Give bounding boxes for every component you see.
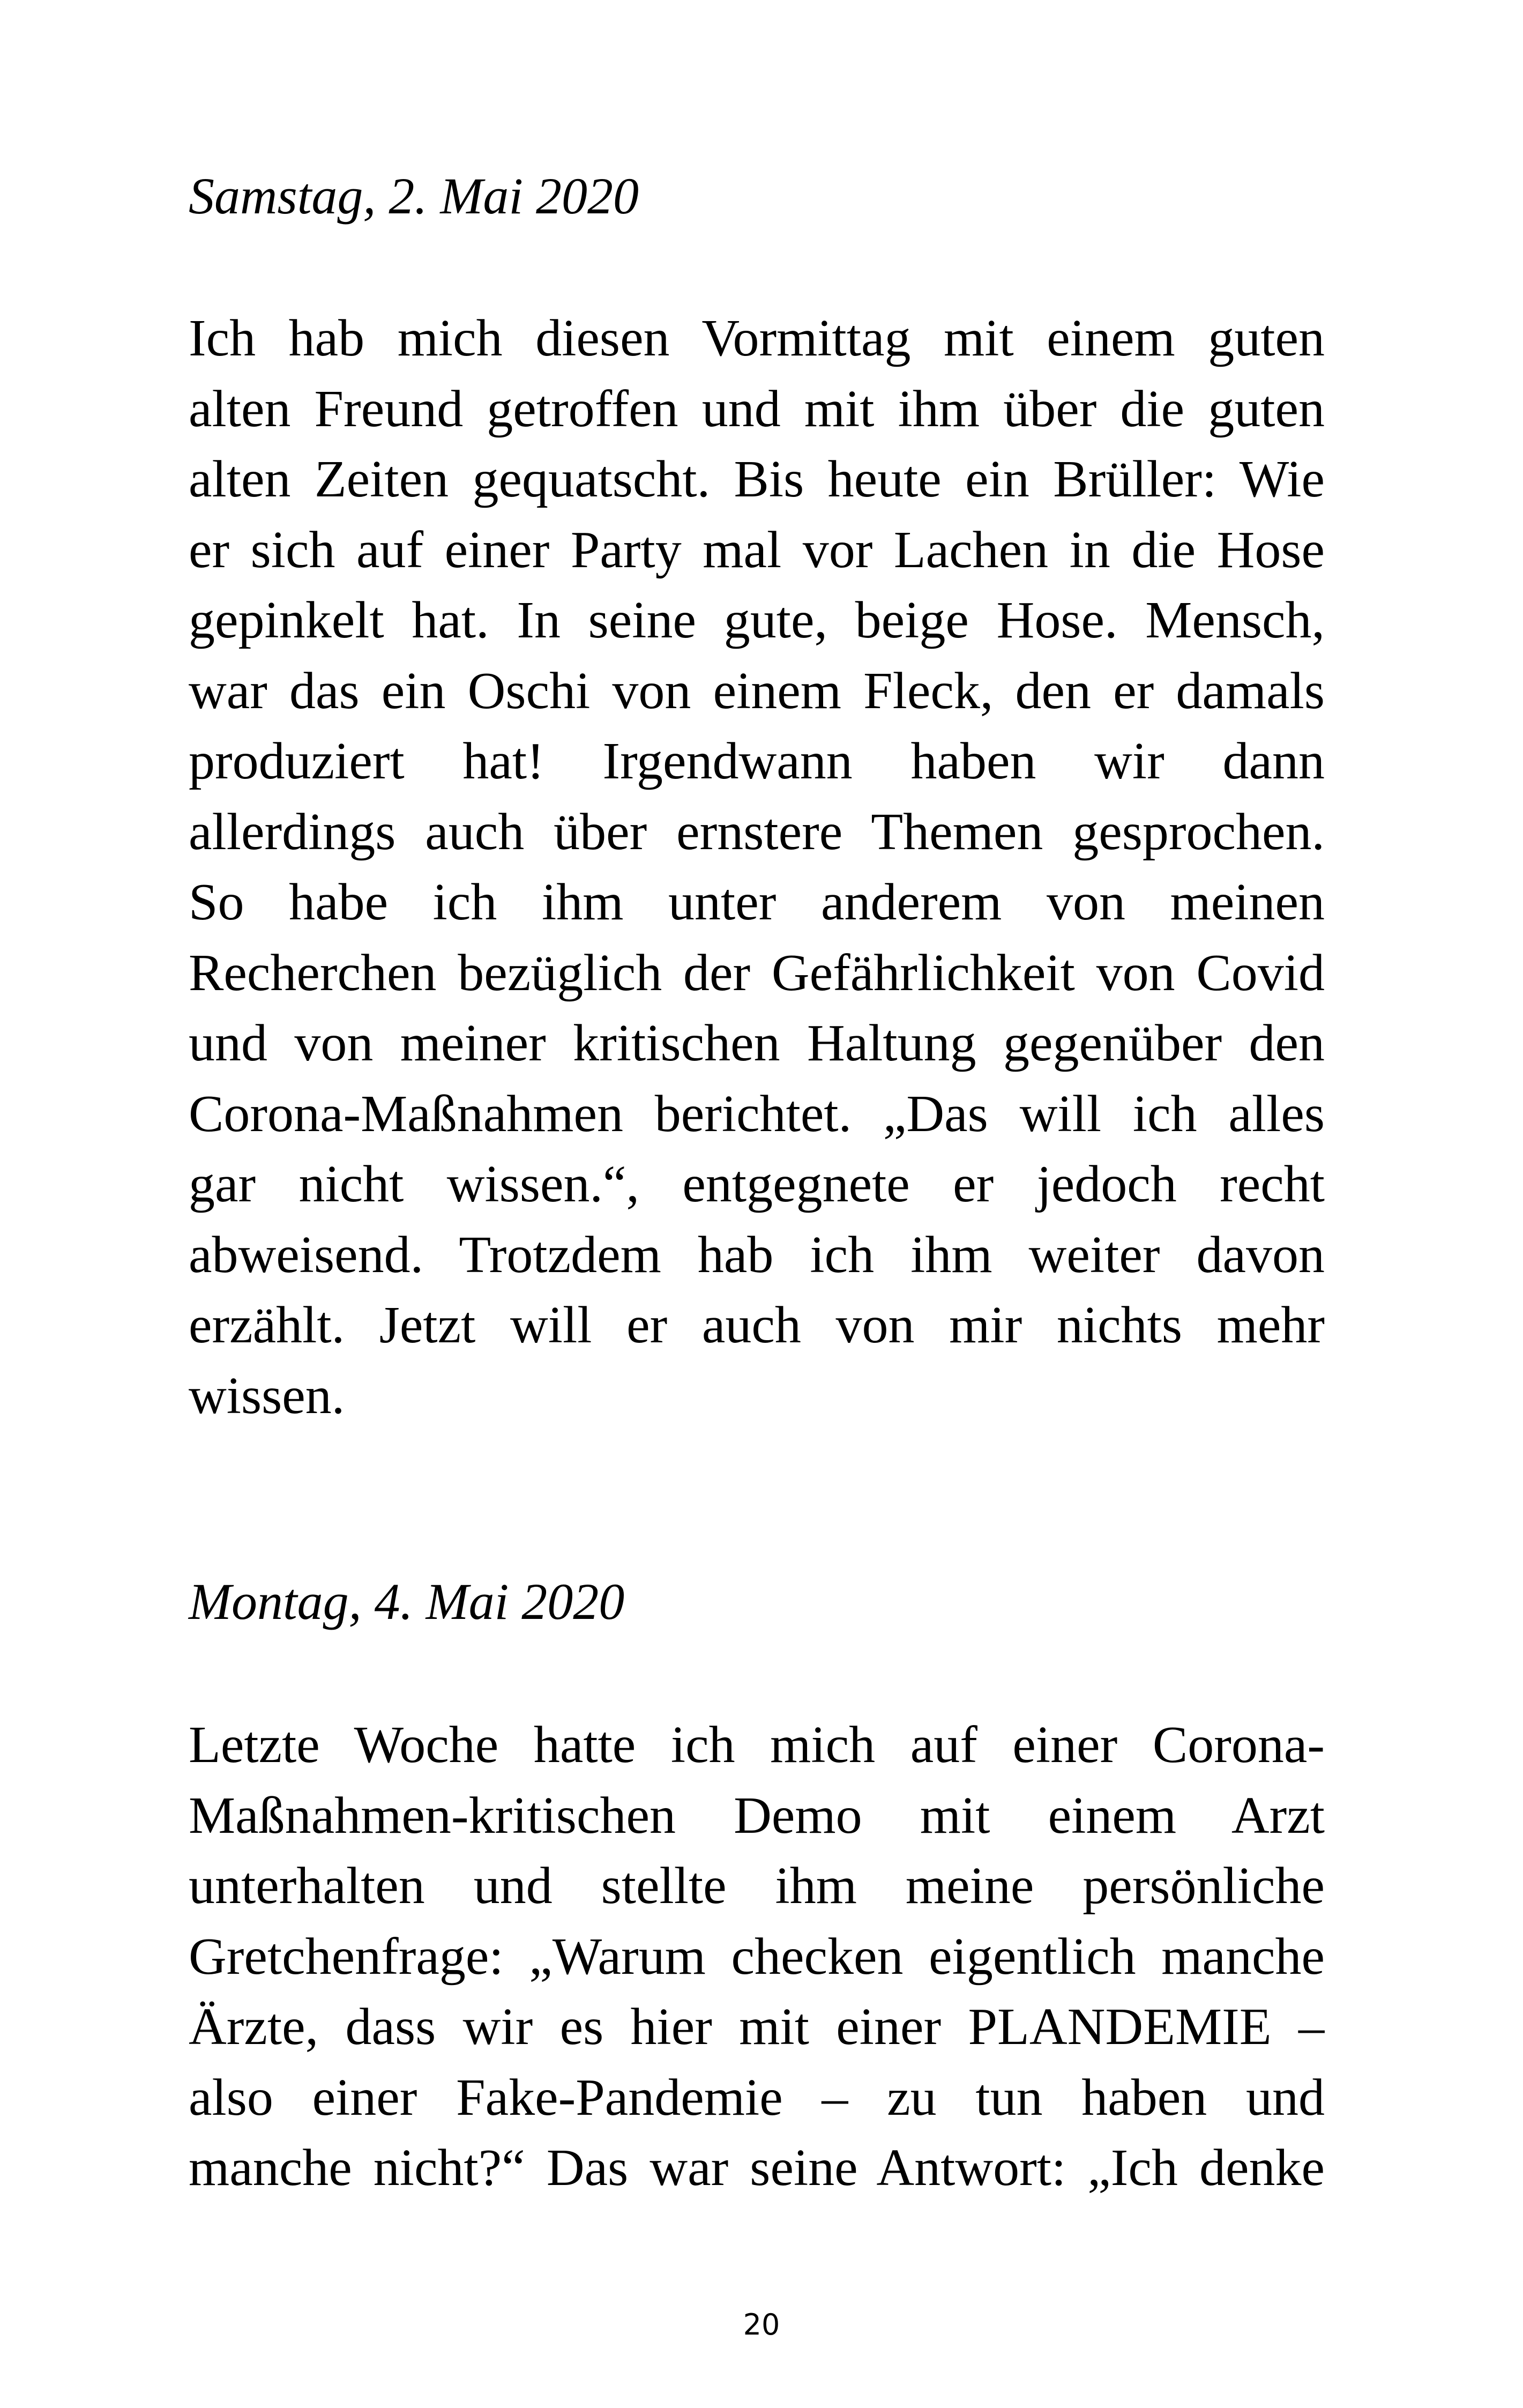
text-line: unterhalten und stellte ihm meine persönliche (189, 1857, 1325, 1915)
text-line: So habe ich ihm unter anderem von meinen (189, 873, 1325, 931)
entry-body-paragraph (189, 1710, 1325, 2204)
text-line: Recherchen bezüglich der Gefährlichkeit von Covid (189, 943, 1325, 1002)
text-line: alten Zeiten gequatscht. Bis heute ein Brüller: Wie (189, 450, 1325, 508)
text-line: er sich auf einer Party mal vor Lachen in die Hose (189, 521, 1325, 579)
text-line: und von meiner kritischen Haltung gegenüber den (189, 1014, 1325, 1072)
text-line: also einer Fake-Pandemie – zu tun haben und (189, 2068, 1325, 2127)
text-line: allerdings auch über ernstere Themen gesprochen. (189, 802, 1325, 861)
text-line: produziert hat! Irgendwann haben wir dann (189, 732, 1325, 790)
entry-body-paragraph (189, 303, 1325, 1431)
text-line: Letzte Woche hatte ich mich auf einer Corona- (189, 1716, 1325, 1774)
page-number: 20 (743, 2308, 780, 2342)
text-line: Gretchenfrage: „Warum checken eigentlich manche (189, 1927, 1325, 1986)
text-line: wissen. (189, 1366, 345, 1425)
text-line: manche nicht?“ Das war seine Antwort: „Ich denke (189, 2139, 1325, 2197)
text-line: Ich hab mich diesen Vormittag mit einem guten (189, 309, 1325, 367)
text-line: Ärzte, dass wir es hier mit einer PLANDEMIE – (189, 1998, 1325, 2056)
entry-date-heading: Montag, 4. Mai 2020 (189, 1573, 625, 1630)
text-line: abweisend. Trotzdem hab ich ihm weiter davon (189, 1225, 1325, 1284)
text-line: Corona-Maßnahmen berichtet. „Das will ich alles (189, 1084, 1325, 1143)
text-line: erzählt. Jetzt will er auch von mir nichts mehr (189, 1296, 1325, 1354)
entry-date-heading: Samstag, 2. Mai 2020 (189, 167, 639, 225)
text-line: gepinkelt hat. In seine gute, beige Hose. Mensch, (189, 591, 1325, 649)
text-line: Maßnahmen-kritischen Demo mit einem Arzt (189, 1786, 1325, 1845)
text-line: war das ein Oschi von einem Fleck, den er damals (189, 662, 1325, 720)
text-line: alten Freund getroffen und mit ihm über die guten (189, 380, 1325, 438)
text-line: gar nicht wissen.“, entgegnete er jedoch recht (189, 1155, 1325, 1213)
